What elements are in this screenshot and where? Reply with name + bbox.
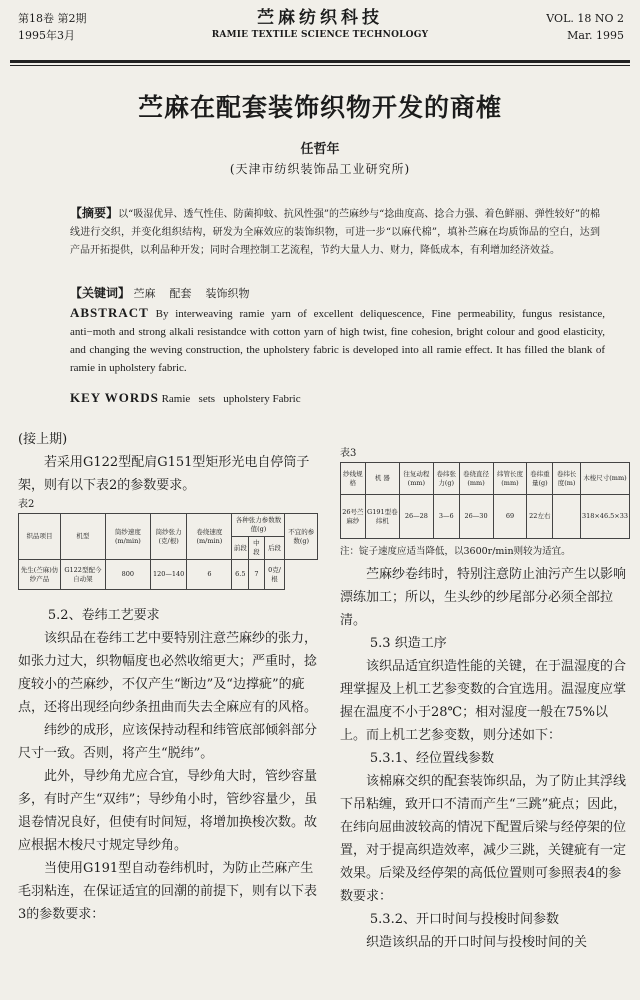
table-header-cell: 筒纱张力(克/根) [150,514,187,560]
table-header-cell: 纱线规格 [341,463,366,495]
table-header-cell: 中段 [249,537,264,560]
left-paragraph-5: 当使用G191型自动卷纬机时，为防止苎麻产生毛羽粘连，在保证适宜的回潮的前提下，则有以下表3的参数要求： [18,861,318,922]
table-cell: 69 [493,495,527,539]
issue-date-en: Mar. 1995 [567,29,624,42]
left-paragraph-3: 纬纱的成形，应该保持动程和纬管底部倾斜部分尺寸一致。否则，将产生“脱纬”。 [18,723,318,761]
issue-volume: 第18卷 第2期 [18,12,87,25]
issue-date: 1995年3月 [18,29,75,42]
table-header-cell: 各种张力参数数值(g) [232,514,285,537]
table-header-cell: 不宜的参数(g) [285,514,318,560]
issue-volume-en: VOL. 18 NO 2 [546,12,624,25]
right-paragraph-4: 织造该织品的开口时间与投梭时间的关 [366,935,588,950]
table-header-cell: 卷绕直径(mm) [459,463,493,495]
abstract-label: 【摘要】 [70,206,119,220]
section-heading-5-2: 5.2、卷纬工艺要求 [47,608,160,623]
table-3 [340,462,630,539]
table-cell [553,495,581,539]
table-cell: G122型配今自动架 [60,560,105,590]
table-cell: 6.5 [232,560,249,590]
table-cell: 26号苎麻纱 [341,495,366,539]
article-author: 任哲年 [300,142,340,157]
table2-caption: 表2 [18,499,35,510]
keywords-label: 【关键词】 [70,286,131,300]
table3-caption: 表3 [340,448,357,459]
journal-title-cn: 苎麻纺织科技 [257,8,383,28]
table-header-cell: 机 器 [365,463,399,495]
keywords-cn-text: 苎麻 配套 装饰织物 [133,287,250,300]
abstract-cn-text: 以“吸湿优异、透气性佳、防菌抑蚊、抗风性强”的苎麻纱与“捻曲度高、捻合力强、着色鲜丽、弹性较好”的棉线进行交织，并变化组织结构，研发为全麻效应的装饰织物，可进一步“以麻代棉”，填补苎麻在均质饰品的空白，达到产品开拓提供，以利品种开发；同时合理控制工艺流程，节约大量人力、财力，降低成本，有利增加经济效益。 [70,209,600,256]
section-heading-5-3-1: 5.3.1、经位置线参数 [369,751,494,766]
keywords-en [70,390,301,406]
table-cell: 先生(苎麻)仿纱产品 [19,560,61,590]
issue-info [18,10,87,44]
table-header-cell: 往复动程(mm) [399,463,433,495]
abstract-en-label: ABSTRACT [70,305,149,320]
abstract-en-text: By interweaving ramie yarn of excellent deliquescence, Fine permeability, fungus resistance, anti−moth and strong alkali resistandce with cotton yarn of high twist, fine cohesion, bright colour and good elasticity, and changing the weving construction, the upholstery fabric is developed into all ramie effect. It has filled the blank of ramie in upholstery fabric. [70,308,606,374]
table-cell: 7 [249,560,264,590]
table-header-cell: 卷纬张力(g) [433,463,459,495]
left-column [18,428,318,926]
table-row [19,560,318,590]
table-cell: 0克/根 [264,560,285,590]
table-header-cell: 卷绕速度(m/min) [187,514,232,560]
journal-title-en: RAMIE TEXTILE SCIENCE TECHNOLOGY [211,30,429,40]
section-heading-5-3-2: 5.3.2、开口时间与投梭时间参数 [369,912,559,927]
header-rule-thin [10,65,630,66]
article-affiliation: (天津市纺织装饰品工业研究所) [229,162,411,176]
table-cell: 22左右 [527,495,553,539]
table-header-cell: 卷纬重量(g) [527,463,553,495]
table-2 [18,513,318,590]
keywords-en-label: KEY WORDS [70,390,159,405]
table-header-cell: 卷纬长度(m) [553,463,581,495]
right-paragraph-1: 苎麻纱卷纬时，特别注意防止油污产生以影响漂练加工；所以，生头纱的纱尾部分必须全部拉清。 [340,567,627,628]
table-header-cell: 机型 [60,514,105,560]
table-header-cell: 前段 [232,537,249,560]
journal-masthead [170,6,470,40]
table-cell: G191型卷纬机 [365,495,399,539]
table-cell: 800 [105,560,150,590]
left-paragraph-4: 此外，导纱角尤应合宜，导纱角大时，管纱容量多，有时产生“双纬”；导纱角小时，管纱容量少，虽退卷情况良好，但使有时间短，将增加换梭次数。故应根据木梭尺寸规定导纱角。 [18,769,318,853]
header-rule-thick [10,60,630,63]
table-cell: 26—28 [399,495,433,539]
left-paragraph-1: 若采用G122型配肩G151型矩形光电自停筒子架，则有以下表2的参数要求。 [18,455,310,493]
table3-note: 注：锭子速度应适当降低，以3600r/min则较为适宜。 [340,546,571,557]
table-header-cell: 织品项目 [19,514,61,560]
table-header-cell: 后段 [264,537,285,560]
abstract-en [70,304,605,377]
abstract-cn [70,204,600,260]
table-row [341,495,630,539]
right-paragraph-3: 该棉麻交织的配套装饰织品，为了防止其浮线下吊粘缠，致开口不清而产生“三跳”疵点；因此，在纬向屈曲波较高的情况下配置后梁与经停架的位置，对于提高织造效率，减少三跳，关键疵有一定效果。后梁及经停架的高低位置则可参照表4的参数要求： [340,774,627,904]
right-paragraph-2: 该织品适宜织造性能的关键，在于温湿度的合理掌握及上机工艺参变数的合宜选用。温湿度应掌握在温度不小于28℃；相对湿度一般在75%以上。而上机工艺参变数，则分述如下： [340,659,627,743]
keywords-cn [70,284,250,301]
table-cell: 3—6 [433,495,459,539]
table-cell: 26—30 [459,495,493,539]
table-header-cell: 纬管长度(mm) [493,463,527,495]
left-paragraph-2: 该织品在卷纬工艺中要特别注意苎麻纱的张力，如张力过大，织物幅度也必然收缩更大；严重时，捻度较小的苎麻纱，不仅产生“断边”及“边撑疵”的疵点，还将出现经向纱条扭曲而失去全麻应有的风格。 [18,631,318,715]
section-heading-5-3: 5.3 织造工序 [369,636,447,651]
table-cell: 318×46.5×33 [580,495,629,539]
table-cell: 6 [187,560,232,590]
issue-info-en [546,10,624,44]
right-column [340,446,630,954]
table-cell: 120—140 [150,560,187,590]
article-title: 苎麻在配套装饰织物开发的商榷 [137,93,502,122]
table-header-cell: 筒纱速度(m/min) [105,514,150,560]
keywords-en-text: Ramie sets upholstery Fabric [161,393,301,405]
continued-note: (接上期) [18,432,68,447]
table-header-cell: 木梭尺寸(mm) [580,463,629,495]
